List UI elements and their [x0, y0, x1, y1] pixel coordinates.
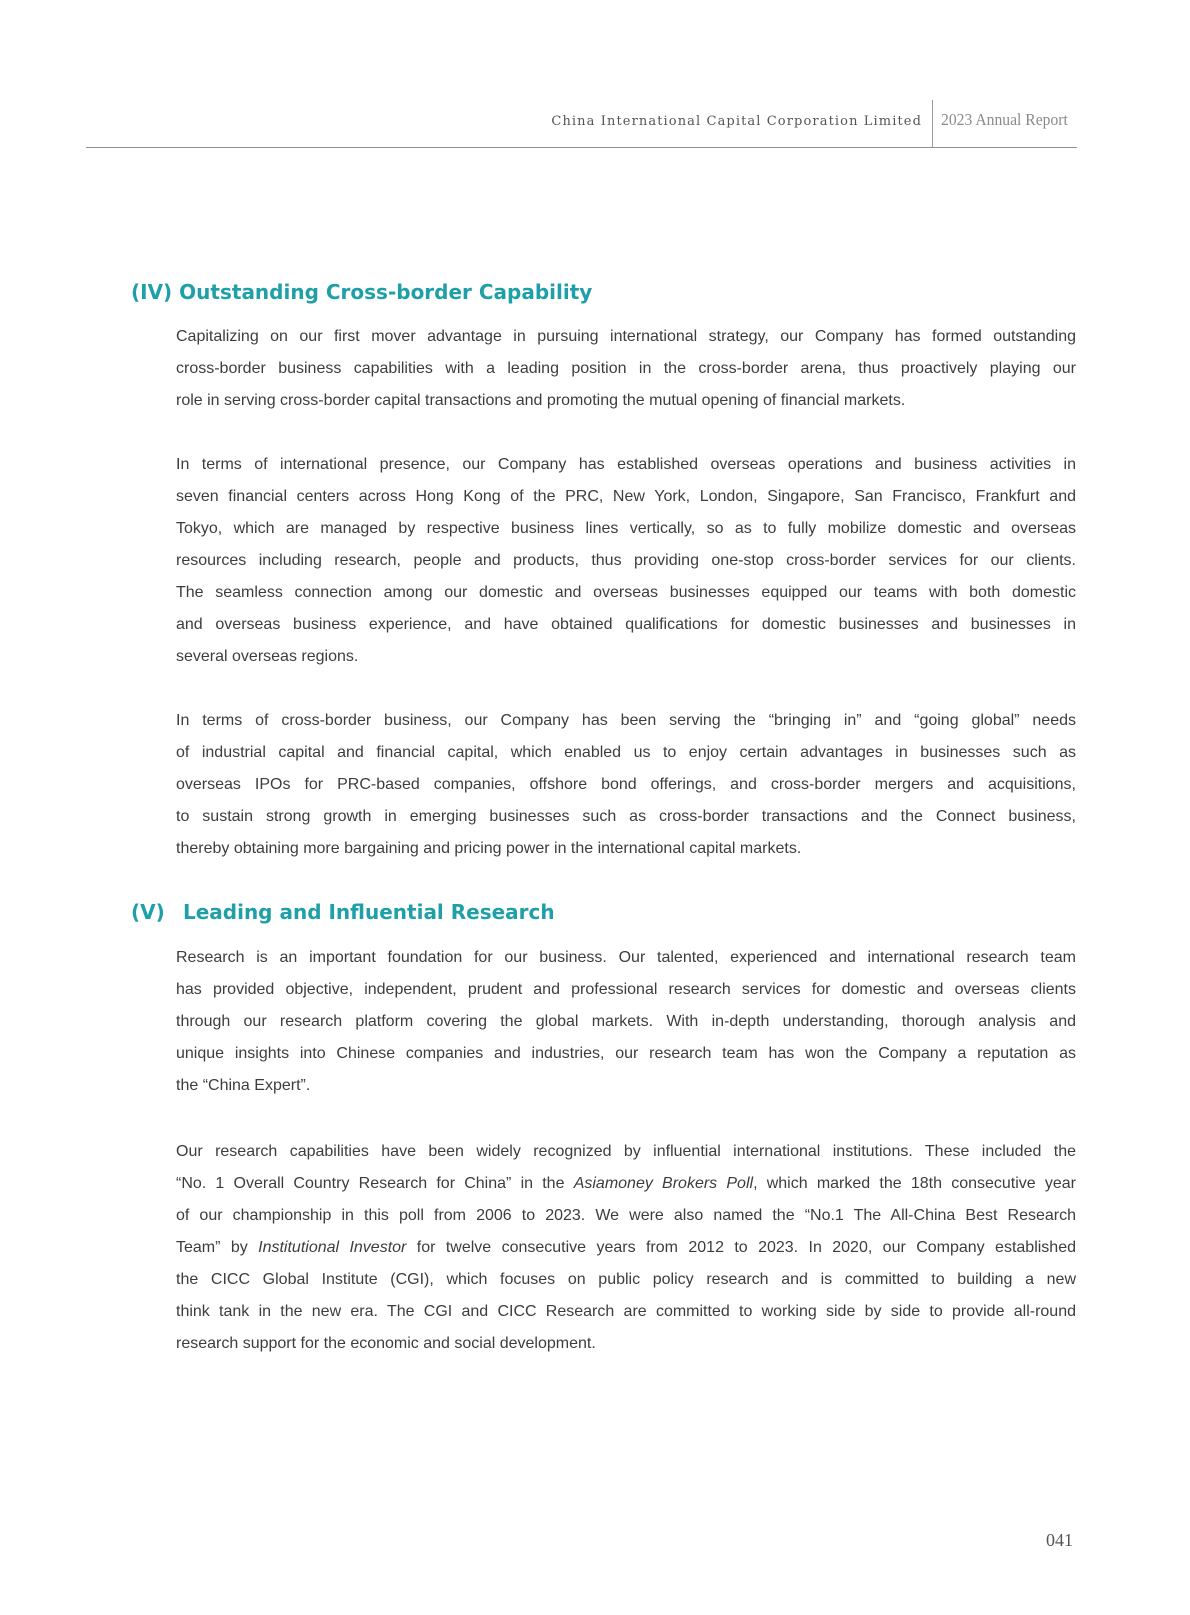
paragraph — [176, 1136, 1076, 1360]
section-title: Outstanding Cross-border Capability — [179, 280, 593, 304]
paragraph-line: Research is an important foundation for our business. Our talented, experienced and international research team — [176, 949, 1076, 966]
paragraph-line: research support for the economic and social development. — [176, 1335, 596, 1352]
header-rule — [86, 147, 1077, 148]
section-title: Leading and Influential Research — [182, 900, 555, 924]
section-heading-iv — [131, 280, 592, 304]
paragraph-line: several overseas regions. — [176, 648, 359, 665]
header-report-title: 2023 Annual Report — [941, 110, 1068, 129]
paragraph-line: of industrial capital and financial capital, which enabled us to enjoy certain advantages in businesses such as — [176, 744, 1076, 761]
italic-title: Institutional Investor — [258, 1239, 407, 1256]
paragraph-line: overseas IPOs for PRC-based companies, offshore bond offerings, and cross-border mergers and acquisitions, — [176, 776, 1076, 793]
paragraph — [176, 449, 1076, 673]
paragraph-line: to sustain strong growth in emerging businesses such as cross-border transactions and the Connect business, — [176, 808, 1076, 825]
paragraph-line: In terms of international presence, our Company has established overseas operations and business activities in — [176, 456, 1076, 473]
section-heading-v — [131, 900, 555, 924]
paragraph-line: In terms of cross-border business, our Company has been serving the “bringing in” and “going global” needs — [176, 712, 1076, 729]
paragraph — [176, 705, 1076, 865]
paragraph-line: of our championship in this poll from 2006 to 2023. We were also named the “No.1 The All-China Best Research — [176, 1207, 1076, 1224]
paragraph-line: “No. 1 Overall Country Research for China” in the Asiamoney Brokers Poll, which marked the 18th consecutive year — [176, 1175, 1076, 1192]
italic-title: Asiamoney Brokers Poll — [573, 1175, 754, 1192]
paragraph-line: unique insights into Chinese companies and industries, our research team has won the Company a reputation as — [176, 1045, 1076, 1062]
page-number: 041 — [1046, 1530, 1073, 1550]
paragraph-line: the “China Expert”. — [176, 1077, 311, 1094]
paragraph-line: Capitalizing on our first mover advantage in pursuing international strategy, our Company has formed outstanding — [176, 328, 1076, 345]
paragraph-line: The seamless connection among our domestic and overseas businesses equipped our teams with both domestic — [176, 584, 1076, 601]
paragraph-line: Our research capabilities have been widely recognized by influential international institutions. These included the — [176, 1143, 1076, 1160]
paragraph-line: and overseas business experience, and have obtained qualifications for domestic businesses and businesses in — [176, 616, 1076, 633]
section-number: (V) — [131, 900, 165, 924]
paragraph — [176, 321, 1076, 417]
paragraph-line: Tokyo, which are managed by respective business lines vertically, so as to fully mobilize domestic and overseas — [176, 520, 1076, 537]
paragraph-line: resources including research, people and products, thus providing one-stop cross-border services for our clients. — [176, 552, 1076, 569]
header-divider — [932, 100, 933, 148]
section-number: (IV) — [131, 280, 173, 304]
paragraph-line: has provided objective, independent, prudent and professional research services for domestic and overseas clients — [176, 981, 1076, 998]
paragraph-line: thereby obtaining more bargaining and pricing power in the international capital markets. — [176, 840, 802, 857]
paragraph-line: think tank in the new era. The CGI and CICC Research are committed to working side by side to provide all-round — [176, 1303, 1076, 1320]
header-company-name: China International Capital Corporation Limited — [551, 114, 922, 129]
paragraph-line: seven financial centers across Hong Kong of the PRC, New York, London, Singapore, San Francisco, Frankfurt and — [176, 488, 1076, 505]
paragraph-line: role in serving cross-border capital transactions and promoting the mutual opening of financial markets. — [176, 392, 906, 409]
paragraph-line: the CICC Global Institute (CGI), which focuses on public policy research and is committed to building a new — [176, 1271, 1076, 1288]
paragraph-line: through our research platform covering the global markets. With in-depth understanding, thorough analysis and — [176, 1013, 1076, 1030]
paragraph-line: cross-border business capabilities with a leading position in the cross-border arena, thus proactively playing our — [176, 360, 1076, 377]
paragraph — [176, 942, 1076, 1102]
paragraph-line: Team” by Institutional Investor for twelve consecutive years from 2012 to 2023. In 2020, our Company established — [176, 1239, 1076, 1256]
